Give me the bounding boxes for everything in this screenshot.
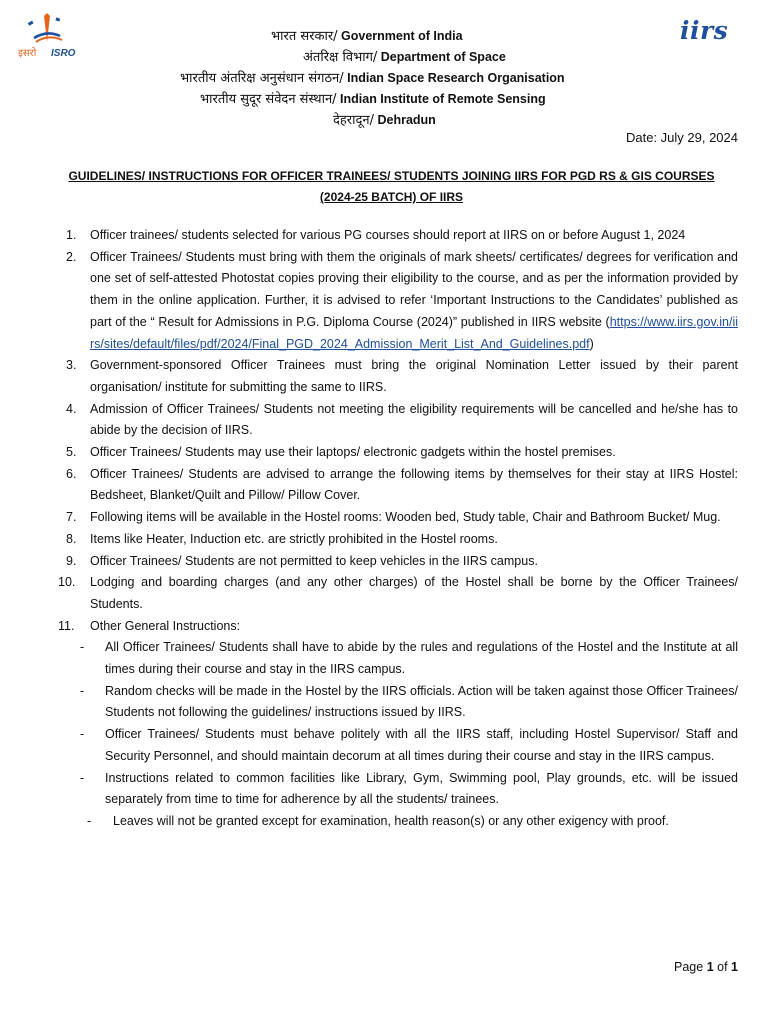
title-line-1: GUIDELINES/ INSTRUCTIONS FOR OFFICER TRAINEES/ STUDENTS JOINING IIRS FOR PGD RS & GIS COURSES bbox=[68, 169, 715, 183]
list-item: 5. Officer Trainees/ Students may use their laptops/ electronic gadgets within the hostel premises. bbox=[66, 445, 616, 460]
org-line-iirs: भारतीय सुदूर संवेदन संस्थान/ Indian Institute of Remote Sensing bbox=[200, 92, 546, 107]
document-title bbox=[40, 166, 743, 208]
list-item: 6. Officer Trainees/ Students are advised to arrange the following items by themselves for their stay at IIRS Hostel: Bedsheet, Blanket/Quilt and Pillow/ Pillow Cover. bbox=[66, 466, 738, 503]
org-line-isro: भारतीय अंतरिक्ष अनुसंधान संगठन/ Indian Space Research Organisation bbox=[180, 71, 565, 86]
sub-list-item: - All Officer Trainees/ Students shall have to abide by the rules and regulations of the Hostel and the Institute at all times during their course and stay in the IIRS campus. bbox=[80, 640, 738, 677]
general-instructions-list bbox=[58, 637, 738, 832]
title-line-2: (2024-25 BATCH) OF IIRS bbox=[319, 190, 464, 204]
org-line-department: अंतरिक्ष विभाग/ Department of Space bbox=[303, 50, 506, 65]
list-item: 8. Items like Heater, Induction etc. are strictly prohibited in the Hostel rooms. bbox=[66, 531, 498, 546]
isro-logo-english: ISRO bbox=[51, 48, 76, 59]
org-line-dehradun: देहरादून/ Dehradun bbox=[333, 113, 436, 128]
sub-list-item: - Instructions related to common facilities like Library, Gym, Swimming pool, Play grounds, etc. will be issued separately from time to time for adherence by all the students/ trainees. bbox=[80, 770, 738, 807]
merit-list-link[interactable]: https://www.iirs.gov.in/iirs/sites/default/files/pdf/2024/Final_PGD_2024_Admission_Merit_List_And_Guidelines.pdf bbox=[90, 314, 738, 351]
org-line-government: भारत सरकार/ Government of India bbox=[271, 29, 463, 44]
isro-logo-icon bbox=[14, 12, 84, 70]
isro-logo-hindi: इसरो bbox=[18, 48, 37, 59]
list-item: 11. Other General Instructions: bbox=[58, 618, 241, 633]
list-item: 9. Officer Trainees/ Students are not permitted to keep vehicles in the IIRS campus. bbox=[66, 553, 538, 568]
sub-list-item: - Random checks will be made in the Hostel by the IIRS officials. Action will be taken against those Officer Trainees/ Students not following the guidelines/ instructions issued by IIRS. bbox=[80, 683, 738, 720]
list-item: 3. Government-sponsored Officer Trainees must bring the original Nomination Letter issued by their parent organisation/ institute for submitting the same to IIRS. bbox=[66, 358, 738, 394]
iirs-logo: iirs bbox=[680, 16, 729, 45]
list-item: 1. Officer trainees/ students selected for various PG courses should report at IIRS on or before August 1, 2024 bbox=[66, 228, 686, 242]
instructions-list bbox=[58, 225, 738, 637]
instructions-body bbox=[58, 225, 738, 833]
list-item: 7. Following items will be available in the Hostel rooms: Wooden bed, Study table, Chair and Bathroom Bucket/ Mug. bbox=[66, 510, 721, 525]
organisation-header bbox=[160, 26, 610, 131]
list-item: 10. Lodging and boarding charges (and any other charges) of the Hostel shall be borne by the Officer Trainees/ Students. bbox=[58, 575, 738, 611]
sub-list-item: - Officer Trainees/ Students must behave politely with all the IIRS staff, including Hostel Supervisor/ Staff and Security Personnel, and should maintain decorum at all times during their course and stay in the IIRS campus. bbox=[80, 727, 738, 763]
list-item: 4. Admission of Officer Trainees/ Students not meeting the eligibility requirements will be cancelled and he/she has to abide by the decision of IIRS. bbox=[66, 401, 738, 438]
document-date: Date: July 29, 2024 bbox=[625, 130, 738, 145]
list-item: 2. Officer Trainees/ Students must bring with them the originals of mark sheets/ certificates/ degrees for verification and one set of self-attested Photostat copies proving their eligibility to the course, and as per the information provided by them in the online application. Further, it is advised to refer ‘Important Instructions to the Candidates’ published as part of the “ Result for Admissions in P.G. Diploma Course (2024)” published in IIRS website (https://www.iirs.gov.in/iirs/sites/default/files/pdf/2024/Final_PGD_2024_Admission_Merit_List_And_Guidelines.pdf) bbox=[66, 249, 738, 351]
page-number: Page 1 of 1 bbox=[674, 960, 738, 974]
sub-list-item: - Leaves will not be granted except for examination, health reason(s) or any other exigency with proof. bbox=[87, 813, 669, 828]
